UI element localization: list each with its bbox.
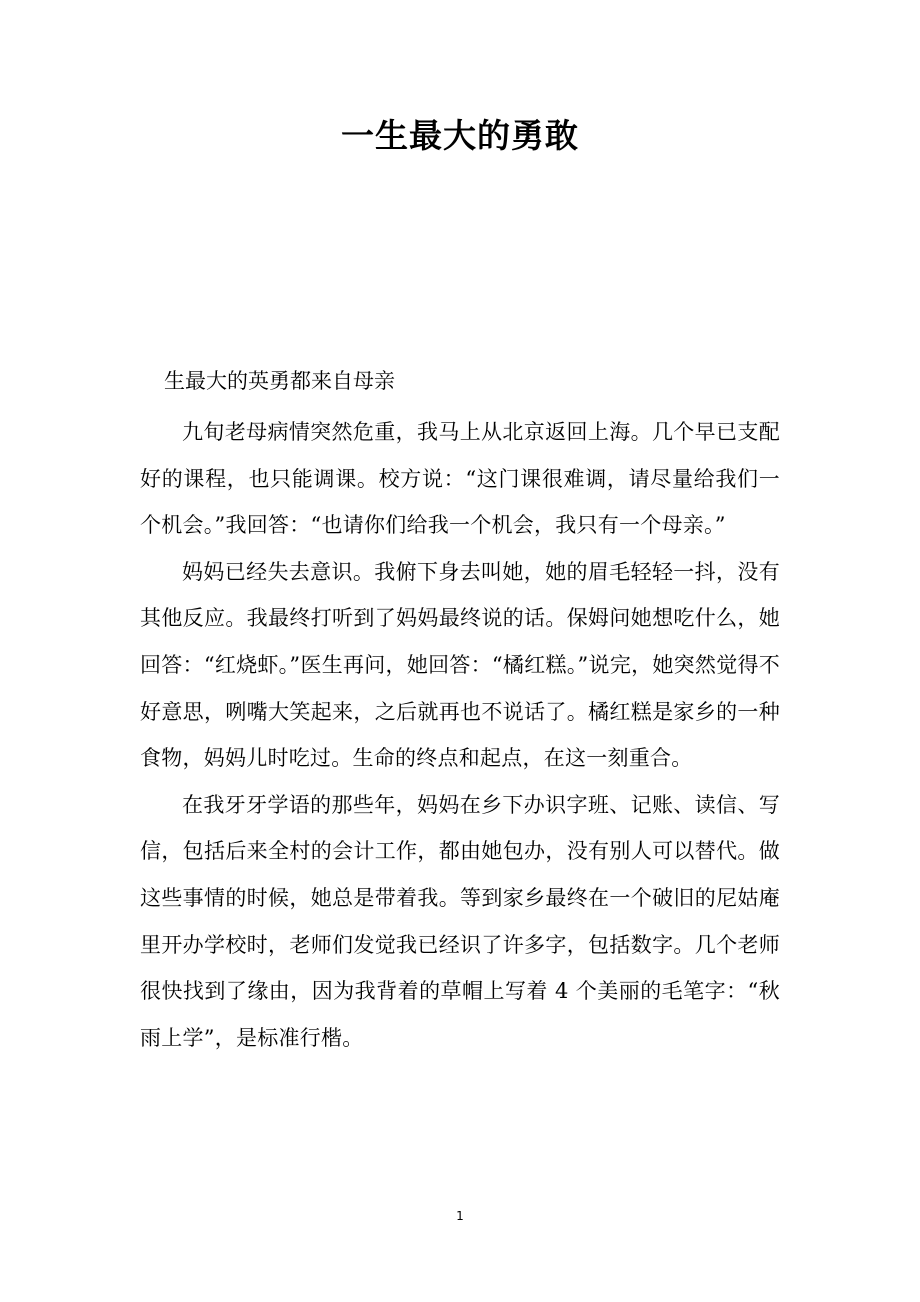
document-body bbox=[140, 409, 780, 1061]
paragraph: 在我牙牙学语的那些年，妈妈在乡下办识字班、记账、读信、写信，包括后来全村的会计工作，都由她包办，没有别人可以替代。做这些事情的时候，她总是带着我。等到家乡最终在一个破旧的尼姑庵里开办学校时，老师们发觉我已经识了许多字，包括数字。几个老师很快找到了缘由，因为我背着的草帽上写着 4 个美丽的毛笔字：“秋雨上学”，是标准行楷。 bbox=[140, 792, 780, 1050]
document-subtitle: 生最大的英勇都来自母亲 bbox=[164, 369, 395, 393]
paragraph: 九旬老母病情突然危重，我马上从北京返回上海。几个早已支配好的课程，也只能调课。校方说：“这门课很难调，请尽量给我们一个机会。”我回答：“也请你们给我一个机会，我只有一个母亲。” bbox=[140, 420, 780, 538]
document-title: 一生最大的勇敢 bbox=[341, 116, 579, 155]
paragraph: 妈妈已经失去意识。我俯下身去叫她，她的眉毛轻轻一抖，没有其他反应。我最终打听到了妈妈最终说的话。保姆问她想吃什么，她回答：“红烧虾。”医生再问，她回答：“橘红糕。”说完，她突然觉得不好意思，咧嘴大笑起来，之后就再也不说话了。橘红糕是家乡的一种食物，妈妈儿时吃过。生命的终点和起点，在这一刻重合。 bbox=[140, 559, 780, 771]
page-number: 1 bbox=[456, 1209, 464, 1223]
